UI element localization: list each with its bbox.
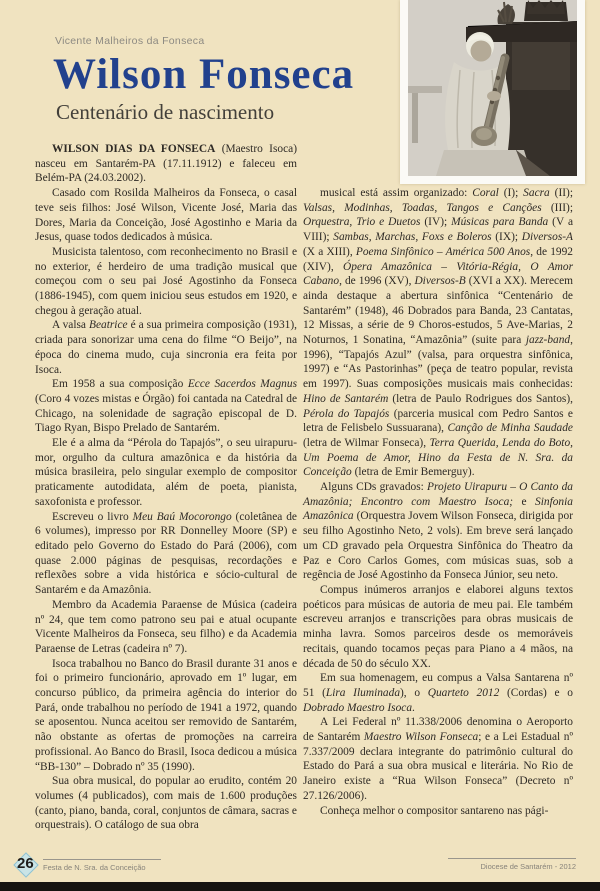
footer-left <box>14 853 161 877</box>
article-paragraph: Compus inúmeros arranjos e elaborei alguns textos poéticos para músicas de autoria de meu pai. Ele também escreveu arranjos e transcrições para obras musicais de minha lavra. Somos parceiros desde os memoráveis recitais, quando tocamos peças para Piano a 4 mãos, na década de 50 do século XX. <box>303 583 573 670</box>
author-byline: Vicente Malheiros da Fonseca <box>55 35 205 47</box>
portrait-photo-illustration <box>408 0 577 176</box>
bottom-black-bar <box>0 882 600 891</box>
article-paragraph: Escreveu o livro Meu Baú Mocorongo (coletânea de 6 volumes), impresso por RR Donnelley Moore (SP) e editado pelo Governo do Estado do Pará (2006), com quase 2.000 páginas de pesquisas, recordações e reflexões sobre a vida histórica e sócio-cultural de Santarém e da Amazônia. <box>35 510 297 597</box>
page-subtitle: Centenário de nascimento <box>56 100 275 124</box>
article-paragraph: Casado com Rosilda Malheiros da Fonseca, o casal teve seis filhos: José Wilson, Vicente José, Maria das Dores, Maria da Conceição, José Agostinho e Maria da Jesus, quase todos dedicados à música. <box>35 187 297 244</box>
article-paragraph: Conheça melhor o compositor santareno nas pági- <box>320 804 549 817</box>
page-number-badge <box>14 853 38 877</box>
article-paragraph: Alguns CDs gravados: Projeto Uirapuru – O Canto da Amazônia; Encontro com Maestro Isoca; e Sinfonia Amazônica (Orquestra Jovem Wilson Fonseca, dirigida por seu filho Agostinho Neto, 2 vols). Em breve será lançado um CD gravado pela Orquestra Sinfônica do Theatro da Paz e Coro Carlos Gomes, com músicas suas, sob a regência de José Agostinho da Fonseca Júnior, seu neto. <box>303 481 573 582</box>
article-paragraph: Ele é a alma da “Pérola do Tapajós”, o seu uirapuru-mor, orgulho da cultura amazônica e da história da música brasileira, pelo singular exemplo de compositor praticamente autodidata, além de poeta, pianista, saxofonista e professor. <box>35 437 297 508</box>
article-paragraph: WILSON DIAS DA FONSECA (Maestro Isoca) nasceu em Santarém-PA (17.11.1912) e faleceu em Belém-PA (24.03.2002). <box>35 143 297 185</box>
article-paragraph: A valsa Beatrice é a sua primeira composição (1931), criada para sonorizar uma cena do filme “O Beijo”, na época do cinema mudo, cuja sincronia era feita por Isoca. <box>35 319 297 376</box>
portrait-photo <box>400 0 585 184</box>
article-left-column <box>35 142 297 858</box>
article-paragraph: Membro da Academia Paraense de Música (cadeira nº 24, que tem como patrono seu pai e atual ocupante Vicente Malheiros da Fonseca, seu filho) e da Academia Paraense de Letras (cadeira nº 7). <box>35 598 297 655</box>
page-number: 26 <box>17 855 34 872</box>
article-paragraph: Musicista talentoso, com reconhecimento no Brasil e no exterior, é herdeiro de uma tradição musical que começou com o seu pai José Agostinho da Fonseca (1886-1945), com quem iniciou seus estudos em 1920, e chegou à geração atual. <box>35 245 297 317</box>
page-title: Wilson Fonseca <box>53 51 355 98</box>
article-paragraph: Em 1958 a sua composição Ecce Sacerdos Magnus (Coro 4 vozes mistas e Órgão) foi cantada na Catedral de Chicago, na solenidade de sagração episcopal de D. Tiago Ryan, Bispo Prelado de Santarém. <box>35 378 298 435</box>
footer-right-caption: Diocese de Santarém - 2012 <box>448 858 576 871</box>
footer-left-caption: Festa de N. Sra. da Conceição <box>43 859 161 872</box>
article-paragraph: Sua obra musical, do popular ao erudito, contém 20 volumes (4 publicados), com mais de 1.600 produções (canto, piano, banda, coral, conjuntos de câmara, sacras e orquestrais). O catálogo de sua obra <box>35 775 297 832</box>
article-paragraph: Em sua homenagem, eu compus a Valsa Santarena nº 51 (Lira Iluminada), o Quarteto 2012 (Cordas) e o Dobrado Maestro Isoca. <box>303 672 573 714</box>
article-paragraph: A Lei Federal nº 11.338/2006 denomina o Aeroporto de Santarém Maestro Wilson Fonseca; e a Lei Estadual nº 7.337/2009 declara integrante do patrimônio cultural do Estado do Pará a sua obra musical e literária. No Rio de Janeiro existe a “Rua Wilson Fonseca” (Decreto nº 27.126/2006). <box>303 716 573 802</box>
article-paragraph: Isoca trabalhou no Banco do Brasil durante 31 anos e foi o primeiro funcionário, aprovado em 1º lugar, em concurso público, da primeira agência do interior do Pará, onde trabalhou no período de 1941 a 1972, quando se aposentou. Nunca aceitou ser removido de Santarém, não obstante as ofertas de promoções na carreira profissional. Ao Banco do Brasil, Isoca dedicou a música “BB-130” – Dobrado nº 35 (1990). <box>35 657 297 773</box>
article-paragraph: musical está assim organizado: Coral (I); Sacra (II); Valsas, Modinhas, Toadas, Tangos e Canções (III); Orquestra, Trio e Duetos (IV); Músicas para Banda (V a VIII); Sambas, Marchas, Foxs e Boleros (IX); Diversos-A (X a XIII), Poema Sinfônico – América 500 Anos, de 1992 (XIV), Ópera Amazônica – Vitória-Régia, O Amor Cabano, de 1996 (XV), Diversos-B (XVI a XX). Merecem ainda destaque a abertura sinfônica “Centenário de Santarém” (1948), 46 Dobrados para Banda, 23 Cantatas, 12 Missas, a série de 9 Choros-estudos, 5 Ave-Marias, 2 Noturnos, 1 Sonatina, “Amazônia” (suite para jazz-band, 1996), “Tapajós Azul” (valsa, para orquestra sinfônica, 1997) e “As Pastorinhas” (peça de teatro popular, revista em 1997). Suas composições musicais mais conhecidas: Hino de Santarém (letra de Paulo Rodrigues dos Santos), Pérola do Tapajós (parceria musical com Pedro Santos e letra de Felisbelo Sussuarana), Canção de Minha Saudade (letra de Wilmar Fonseca), Terra Querida, Lenda do Boto, Um Poema de Amor, Hino da Festa de N. Sra. da Conceição (letra de Emir Bemerguy). <box>303 187 574 479</box>
article-right-column <box>303 186 573 854</box>
